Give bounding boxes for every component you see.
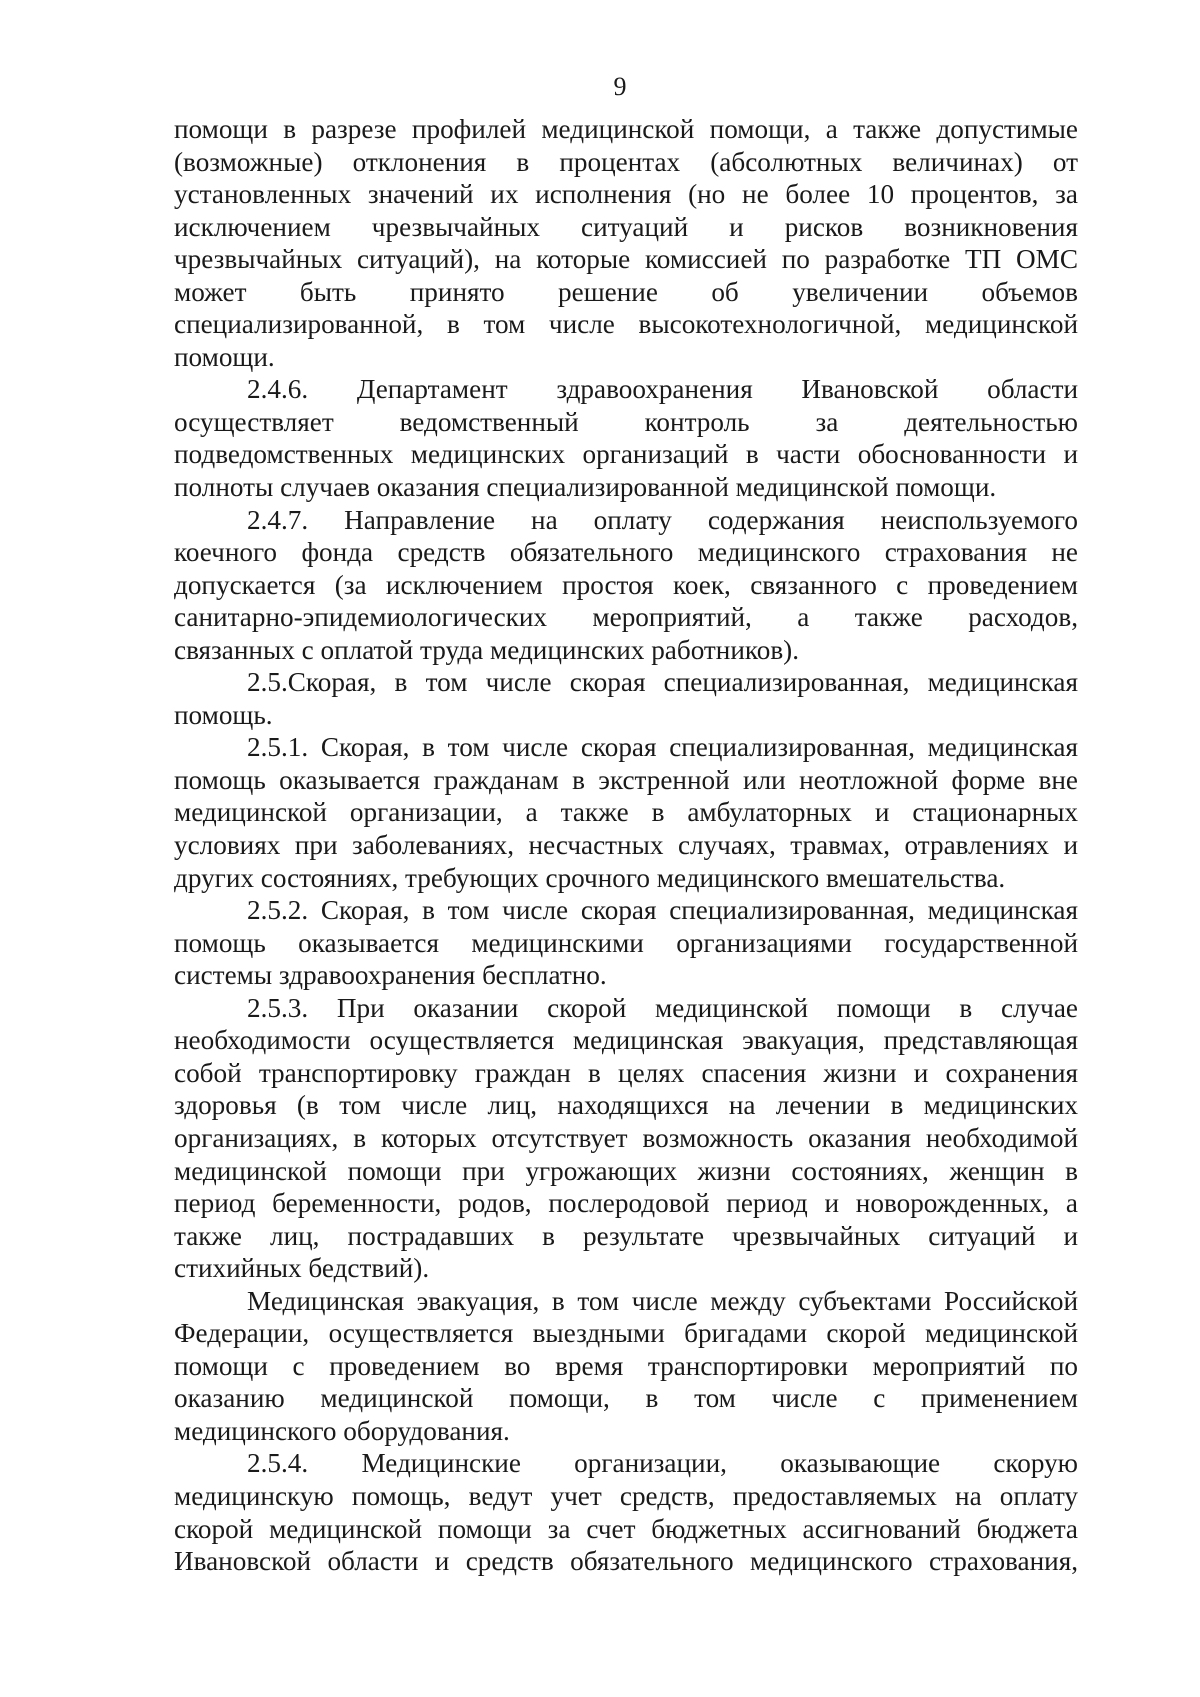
- text-line: помощь.: [174, 699, 273, 730]
- text-line: скорой медицинской помощи за счет бюджетных ассигнований бюджета: [174, 1513, 1078, 1544]
- paragraph: [174, 666, 1078, 731]
- text-line: помощи.: [174, 341, 275, 372]
- text-line: Медицинская эвакуация, в том числе между субъектами Российской: [247, 1285, 1078, 1316]
- text-line: собой транспортировку граждан в целях спасения жизни и сохранения: [174, 1057, 1078, 1088]
- page-number: 9: [613, 72, 627, 101]
- text-line: может быть принято решение об увеличении объемов: [174, 276, 1078, 307]
- text-line: Ивановской области и средств обязательного медицинского страхования,: [174, 1546, 1078, 1577]
- text-line: помощи с проведением во время транспортировки мероприятий по: [174, 1350, 1078, 1381]
- text-line: оказанию медицинской помощи, в том числе с применением: [174, 1383, 1078, 1414]
- paragraph: [174, 992, 1078, 1285]
- text-line: медицинской организации, а также в амбулаторных и стационарных: [174, 797, 1078, 828]
- paragraph: [174, 731, 1078, 894]
- text-line: подведомственных медицинских организаций в части обоснованности и: [174, 439, 1078, 470]
- paragraph: [174, 373, 1078, 503]
- text-line: осуществляет ведомственный контроль за деятельностью: [174, 406, 1078, 437]
- text-line: период беременности, родов, послеродовой период и новорожденных, а: [174, 1188, 1078, 1219]
- text-line: исключением чрезвычайных ситуаций и рисков возникновения: [174, 211, 1078, 242]
- text-line: медицинскую помощь, ведут учет средств, предоставляемых на оплату: [174, 1480, 1078, 1511]
- paragraph: [174, 504, 1078, 667]
- text-line: 2.4.6. Департамент здравоохранения Ивановской области: [247, 374, 1078, 405]
- text-line: допускается (за исключением простоя коек, связанного с проведением: [174, 569, 1078, 600]
- text-line: 2.5.1. Скорая, в том числе скорая специализированная, медицинская: [247, 732, 1078, 763]
- text-line: других состояниях, требующих срочного медицинского вмешательства.: [174, 862, 1006, 893]
- document-body: [174, 113, 1078, 1578]
- text-line: 2.5.Скорая, в том числе скорая специализированная, медицинская: [247, 667, 1078, 698]
- text-line: стихийных бедствий).: [174, 1253, 430, 1284]
- text-line: медицинского оборудования.: [174, 1415, 510, 1446]
- text-line: 2.5.4. Медицинские организации, оказывающие скорую: [247, 1448, 1078, 1479]
- text-line: специализированной, в том числе высокотехнологичной, медицинской: [174, 309, 1078, 340]
- paragraph: [174, 1447, 1078, 1577]
- text-line: Федерации, осуществляется выездными бригадами скорой медицинской: [174, 1318, 1078, 1349]
- text-line: 2.5.2. Скорая, в том числе скорая специализированная, медицинская: [247, 895, 1078, 926]
- text-line: условиях при заболеваниях, несчастных случаях, травмах, отравлениях и: [174, 830, 1078, 861]
- text-line: 2.5.3. При оказании скорой медицинской помощи в случае: [247, 992, 1078, 1023]
- text-line: медицинской помощи при угрожающих жизни состояниях, женщин в: [174, 1155, 1078, 1186]
- text-line: также лиц, пострадавших в результате чрезвычайных ситуаций и: [174, 1220, 1078, 1251]
- text-line: установленных значений их исполнения (но не более 10 процентов, за: [174, 179, 1078, 210]
- paragraph: [174, 113, 1078, 373]
- text-line: полноты случаев оказания специализированной медицинской помощи.: [174, 472, 997, 503]
- paragraph: [174, 894, 1078, 992]
- paragraph: [174, 1285, 1078, 1448]
- text-line: чрезвычайных ситуаций), на которые комиссией по разработке ТП ОМС: [174, 244, 1078, 275]
- text-line: помощь оказывается гражданам в экстренной или неотложной форме вне: [174, 764, 1078, 795]
- text-line: необходимости осуществляется медицинская эвакуация, представляющая: [174, 1025, 1078, 1056]
- text-line: коечного фонда средств обязательного медицинского страхования не: [174, 537, 1078, 568]
- text-line: помощь оказывается медицинскими организациями государственной: [174, 927, 1078, 958]
- text-line: здоровья (в том числе лиц, находящихся на лечении в медицинских: [174, 1090, 1078, 1121]
- text-line: системы здравоохранения бесплатно.: [174, 960, 607, 991]
- text-line: санитарно-эпидемиологических мероприятий, а также расходов,: [174, 602, 1078, 633]
- text-line: связанных с оплатой труда медицинских работников).: [174, 634, 800, 665]
- text-line: (возможные) отклонения в процентах (абсолютных величинах) от: [174, 146, 1078, 177]
- text-line: помощи в разрезе профилей медицинской помощи, а также допустимые: [174, 114, 1078, 144]
- text-line: 2.4.7. Направление на оплату содержания неиспользуемого: [247, 504, 1078, 535]
- text-line: организациях, в которых отсутствует возможность оказания необходимой: [174, 1122, 1078, 1153]
